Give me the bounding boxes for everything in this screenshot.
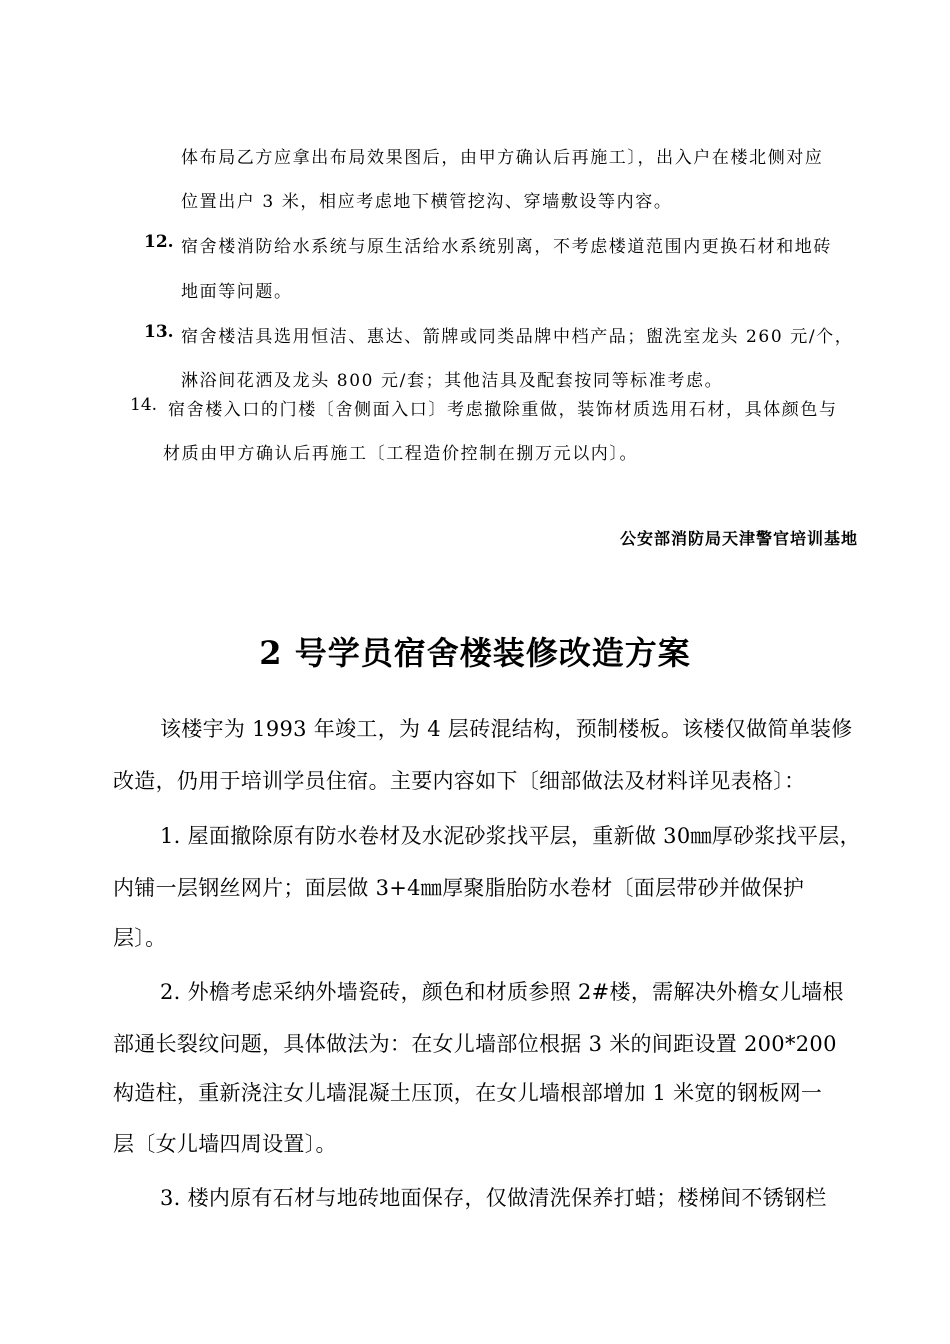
item13-line1: 宿舍楼洁具选用恒洁、惠达、箭牌或同类品牌中档产品；盥洗室龙头 260 元/个， bbox=[181, 327, 854, 347]
item14-line1: 宿舍楼入口的门楼〔舍侧面入口〕考虑撤除重做，装饰材质选用石材，具体颜色与 bbox=[168, 400, 838, 420]
item14-number: 14. bbox=[130, 395, 158, 415]
item14-line2: 材质由甲方确认后再施工〔工程造价控制在捌万元以内〕。 bbox=[163, 444, 639, 464]
paragraph1-line1: 1. 屋面撤除原有防水卷材及水泥砂浆找平层，重新做 30㎜厚砂浆找平层， bbox=[160, 824, 861, 848]
paragraph3-line1: 3. 楼内原有石材与地砖地面保存，仅做清洗保养打蜡；楼梯间不锈钢栏 bbox=[160, 1186, 827, 1210]
item11-continuation-line2: 位置出户 3 米，相应考虑地下横管挖沟、穿墙敷设等内容。 bbox=[181, 192, 673, 212]
section-title: 2 号学员宿舍楼装修改造方案 bbox=[259, 634, 691, 672]
item12-line1: 宿舍楼消防给水系统与原生活给水系统别离，不考虑楼道范围内更换石材和地砖 bbox=[181, 237, 832, 257]
item13-number: 13. bbox=[144, 322, 174, 342]
paragraph1-line2: 内铺一层钢丝网片；面层做 3+4㎜厚聚脂胎防水卷材〔面层带砂并做保护 bbox=[113, 876, 805, 900]
item12-line2: 地面等问题。 bbox=[181, 282, 293, 302]
intro-line2: 改造，仍用于培训学员住宿。主要内容如下〔细部做法及材料详见表格〕： bbox=[113, 769, 806, 793]
paragraph2-line3: 构造柱，重新浇注女儿墙混凝土压顶，在女儿墙根部增加 1 米宽的钢板网一 bbox=[113, 1081, 823, 1105]
intro-line1: 该楼宇为 1993 年竣工，为 4 层砖混结构，预制楼板。该楼仅做简单装修 bbox=[160, 717, 853, 741]
signature: 公安部消防局天津警官培训基地 bbox=[619, 529, 858, 548]
item11-continuation-line1: 体布局乙方应拿出布局效果图后，由甲方确认后再施工〕，出入户在楼北侧对应 bbox=[181, 148, 824, 168]
paragraph1-line3: 层〕。 bbox=[113, 926, 167, 950]
paragraph2-line1: 2. 外檐考虑采纳外墙瓷砖，颜色和材质参照 2#楼，需解决外檐女儿墙根 bbox=[160, 980, 844, 1004]
paragraph2-line2: 部通长裂纹问题，具体做法为：在女儿墙部位根据 3 米的间距设置 200*200 bbox=[113, 1032, 837, 1056]
paragraph2-line4: 层〔女儿墙四周设置〕。 bbox=[113, 1132, 337, 1156]
item12-number: 12. bbox=[144, 232, 174, 252]
item13-line2: 淋浴间花洒及龙头 800 元/套；其他洁具及配套按同等标准考虑。 bbox=[181, 371, 724, 391]
